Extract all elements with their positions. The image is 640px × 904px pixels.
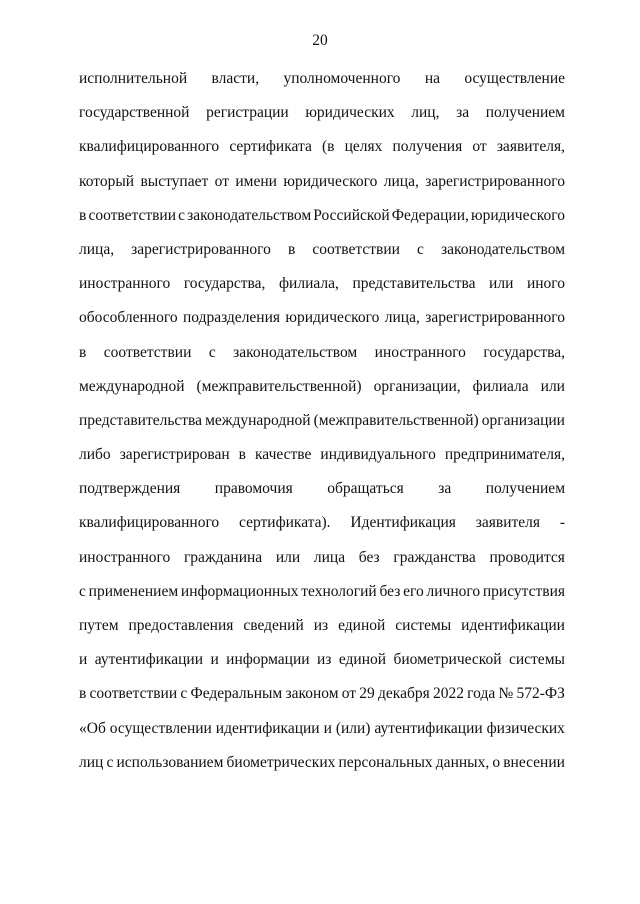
text-line: в соответствии с законодательством Российской Федерации, юридического	[79, 206, 565, 224]
page-number: 20	[312, 32, 328, 49]
text-line: исполнительной власти, уполномоченного на осуществление	[79, 70, 565, 87]
text-line: в соответствии с Федеральным законом от 29 декабря 2022 года № 572-ФЗ	[79, 685, 565, 703]
text-line: обособленного подразделения юридического лица, зарегистрированного	[79, 309, 565, 327]
text-line: лица, зарегистрированного в соответствии с законодательством	[79, 240, 565, 258]
text-line: международной (межправительственной) организации, филиала или	[79, 377, 565, 395]
text-line: иностранного гражданина или лица без гражданства проводится	[79, 548, 565, 566]
text-line: «Об осуществлении идентификации и (или) аутентификации физических	[79, 719, 565, 737]
text-line: и аутентификации и информации из единой биометрической системы	[79, 651, 565, 669]
text-line: представительства международной (межправительственной) организации	[79, 411, 565, 429]
text-line: квалифицированного сертификата (в целях получения от заявителя,	[79, 138, 565, 156]
text-line: в соответствии с законодательством иностранного государства,	[79, 343, 565, 361]
text-line: подтверждения правомочия обращаться за получением	[79, 480, 565, 498]
text-line: с применением информационных технологий без его личного присутствия	[79, 582, 565, 600]
text-line: государственной регистрации юридических лиц, за получением	[79, 104, 565, 122]
text-line: иностранного государства, филиала, представительства или иного	[79, 275, 565, 293]
text-line: лиц с использованием биометрических персональных данных, о внесении	[79, 753, 565, 771]
text-line: либо зарегистрирован в качестве индивидуального предпринимателя,	[79, 446, 565, 464]
text-line: путем предоставления сведений из единой системы идентификации	[79, 617, 565, 634]
body-text	[79, 67, 565, 785]
text-line: квалифицированного сертификата). Идентификация заявителя -	[79, 514, 565, 532]
text-line: который выступает от имени юридического лица, зарегистрированного	[79, 172, 565, 190]
